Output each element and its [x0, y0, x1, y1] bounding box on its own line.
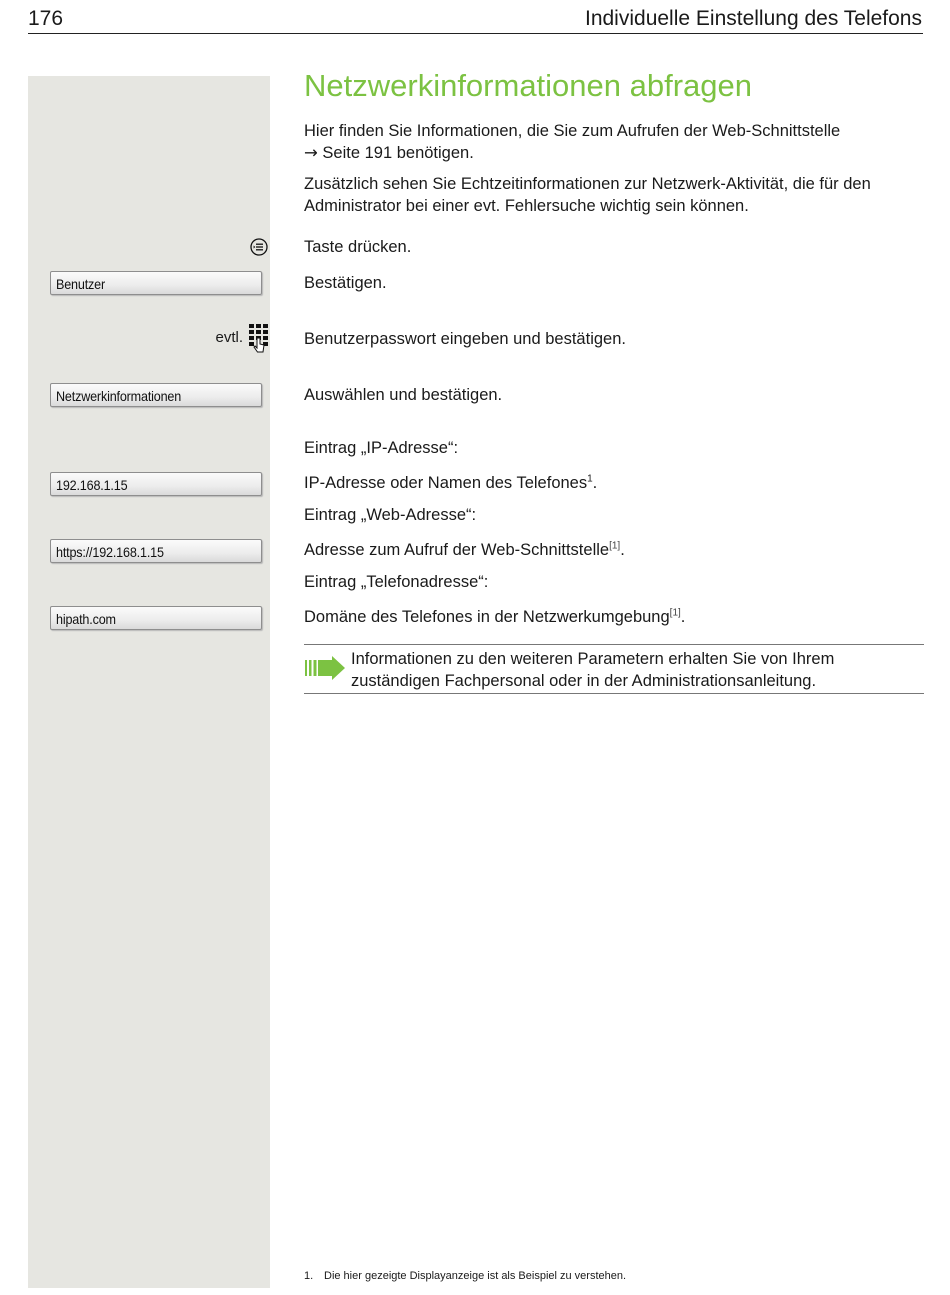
display-button-phone-address[interactable]: hipath.com — [50, 606, 262, 630]
display-button-netzwerkinformationen[interactable]: Netzwerkinformationen — [50, 383, 262, 407]
note-text: Informationen zu den weiteren Parametern erhalten Sie von Ihrem zuständigen Fachpersonal oder in der Administrationsanleitung. — [351, 650, 835, 690]
intro-paragraph-1: Hier finden Sie Informationen, die Sie zum Aufrufen der Web-Schnittstelle → Seite 191 benötigen. — [304, 122, 841, 162]
note-top-rule — [304, 644, 924, 645]
step-select-confirm: Auswählen und bestätigen. — [304, 386, 503, 404]
header-rule — [28, 33, 923, 34]
web-address-description: Adresse zum Aufruf der Web-Schnittstelle[1]. — [304, 540, 625, 559]
note-bottom-rule — [304, 693, 924, 694]
sidebar-column — [28, 76, 270, 1288]
cross-reference-arrow: → — [304, 143, 318, 162]
entry-web-address: Eintrag „Web-Adresse“: — [304, 506, 477, 524]
display-button-web-address[interactable]: https://192.168.1.15 — [50, 539, 262, 563]
step-press-key: Taste drücken. — [304, 238, 412, 256]
display-button-benutzer[interactable]: Benutzer — [50, 271, 262, 295]
entry-ip-address: Eintrag „IP-Adresse“: — [304, 439, 459, 457]
page-number: 176 — [28, 7, 64, 30]
display-button-ip-address[interactable]: 192.168.1.15 — [50, 472, 262, 496]
arrow-note-icon — [304, 656, 346, 680]
entry-phone-address: Eintrag „Telefonadresse“: — [304, 573, 489, 591]
menu-key-icon — [249, 237, 269, 257]
step-confirm: Bestätigen. — [304, 274, 387, 292]
section-title: Netzwerkinformationen abfragen — [304, 68, 753, 103]
footnote-number: 1. — [304, 1270, 314, 1282]
footnote-text: Die hier gezeigte Displayanzeige ist als Beispiel zu verstehen. — [324, 1270, 627, 1282]
running-title: Individuelle Einstellung des Telefons — [584, 7, 922, 30]
ip-address-description: IP-Adresse oder Namen des Telefones$^1$. — [304, 473, 598, 492]
evtl-label: evtl. — [215, 329, 243, 346]
step-enter-password: Benutzerpasswort eingeben und bestätigen. — [304, 330, 626, 348]
footnote-reference: [1] — [669, 607, 681, 619]
footnote-marker: 1 — [587, 473, 593, 485]
phone-address-description: Domäne des Telefones in der Netzwerkumgebung[1]. — [304, 607, 686, 626]
intro-paragraph-2: Zusätzlich sehen Sie Echtzeitinformationen zur Netzwerk-Aktivität, die für den Administrator bei einer evt. Fehlersuche wichtig sein können. — [304, 175, 871, 215]
keypad-icon — [248, 323, 269, 353]
footnote-reference: [1] — [609, 540, 621, 552]
